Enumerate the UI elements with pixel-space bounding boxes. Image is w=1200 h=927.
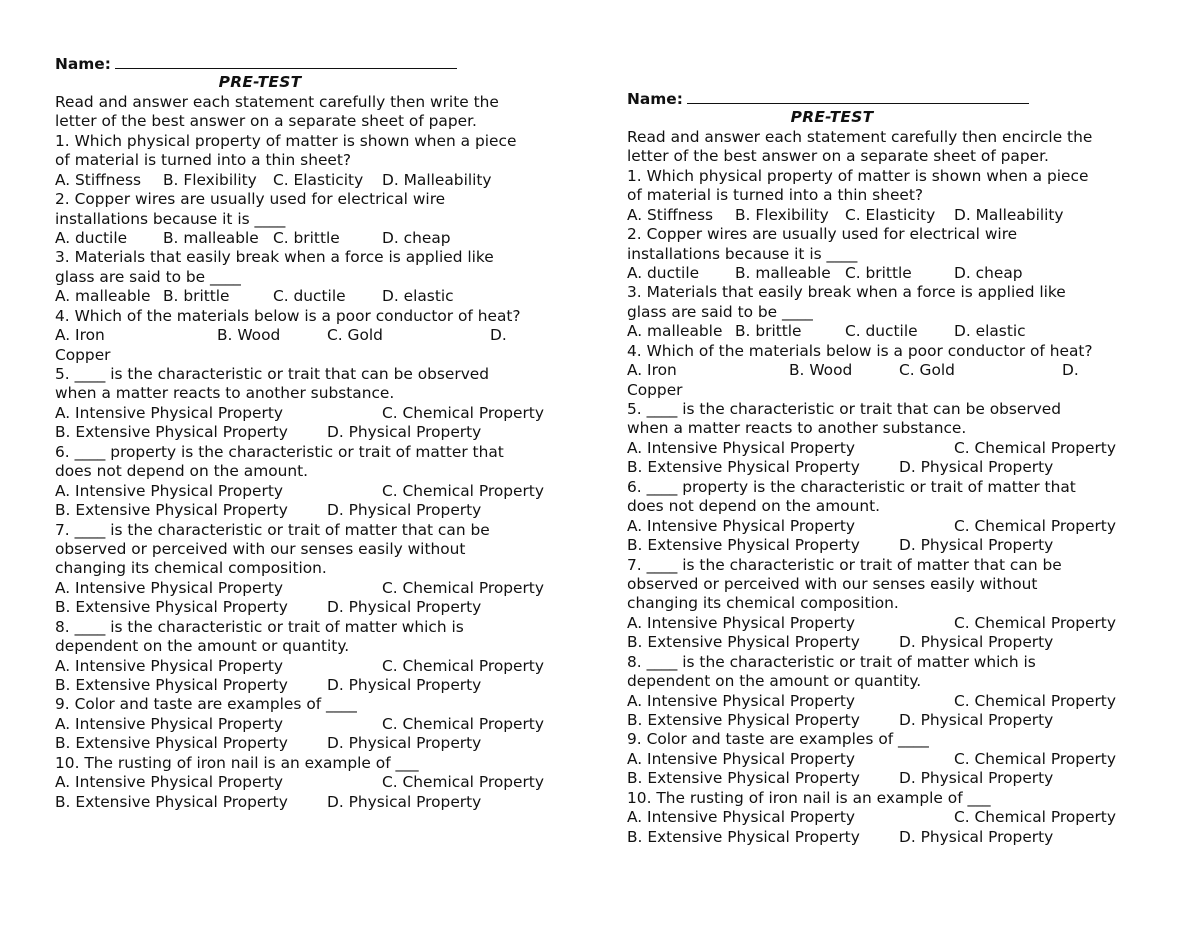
- option-c: C. Gold: [327, 326, 383, 345]
- option-a: A. Intensive Physical Property: [627, 613, 855, 632]
- option-a: A. Intensive Physical Property: [627, 808, 855, 827]
- option-a: A. Intensive Physical Property: [55, 481, 283, 500]
- option-a: A. Iron: [627, 361, 677, 380]
- question-5-text: when a matter reacts to another substance.: [55, 384, 395, 403]
- option-a: A. Intensive Physical Property: [55, 403, 283, 422]
- option-c: C. Chemical Property: [382, 481, 544, 500]
- question-5-options: [55, 404, 575, 423]
- question-3-text: 3. Materials that easily break when a force is applied like: [627, 283, 1066, 302]
- question-1-text: of material is turned into a thin sheet?: [627, 186, 924, 205]
- option-b: B. Extensive Physical Property: [627, 633, 860, 652]
- question-7-text: changing its chemical composition.: [627, 594, 899, 613]
- name-blank: [115, 54, 457, 69]
- option-a: A. Stiffness: [627, 205, 713, 224]
- option-d-continued: Copper: [55, 345, 111, 364]
- option-c: C. brittle: [273, 228, 340, 247]
- option-a: A. malleable: [55, 287, 151, 306]
- option-b: B. Extensive Physical Property: [55, 598, 288, 617]
- question-6-options-row2: [55, 501, 575, 520]
- option-b: B. malleable: [163, 228, 259, 247]
- name-line: [55, 54, 575, 73]
- option-b: B. Extensive Physical Property: [627, 711, 860, 729]
- option-c: C. ductile: [845, 322, 918, 341]
- question-9-options-row2: [627, 769, 1147, 788]
- option-d: D. Physical Property: [327, 423, 482, 442]
- question-9-text: 9. Color and taste are examples of ____: [55, 695, 357, 714]
- option-d: D. Malleability: [382, 170, 492, 189]
- option-c: C. Chemical Property: [954, 516, 1116, 535]
- question-7-options: [627, 614, 1147, 633]
- option-d: D. Physical Property: [899, 711, 1054, 729]
- option-b: B. Flexibility: [163, 170, 257, 189]
- option-a: A. Intensive Physical Property: [627, 691, 855, 710]
- option-d: D. Malleability: [954, 205, 1064, 224]
- question-6-text: 6. ____ property is the characteristic or trait of matter that: [627, 477, 1076, 496]
- question-10-options-row2: [627, 828, 1147, 847]
- question-7-text: 7. ____ is the characteristic or trait of matter that can be: [627, 555, 1062, 574]
- question-6-options: [55, 482, 575, 501]
- question-2-options: [55, 229, 575, 248]
- option-b: B. Wood: [789, 361, 853, 380]
- question-2-text: 2. Copper wires are usually used for electrical wire: [55, 190, 446, 209]
- question-8-options: [627, 692, 1147, 711]
- option-d: D. Physical Property: [899, 827, 1054, 846]
- option-c: C. Chemical Property: [954, 749, 1116, 768]
- question-5-options-row2: [55, 423, 575, 442]
- question-2-text: installations because it is ____: [55, 209, 286, 228]
- name-label: Name:: [55, 55, 111, 73]
- question-3-text: 3. Materials that easily break when a force is applied like: [55, 248, 494, 267]
- question-3-options: [627, 322, 1147, 341]
- question-9-options: [55, 715, 575, 734]
- option-c: C. Chemical Property: [382, 656, 544, 675]
- question-3-text: glass are said to be ____: [55, 267, 241, 286]
- question-2-text: installations because it is ____: [627, 244, 858, 263]
- question-1-options: [627, 206, 1147, 225]
- option-a: A. ductile: [627, 263, 700, 282]
- option-b: B. Extensive Physical Property: [55, 423, 288, 442]
- instructions-line: Read and answer each statement carefully then write the: [55, 92, 499, 111]
- option-c: C. Chemical Property: [382, 773, 544, 792]
- question-9-options: [627, 750, 1147, 769]
- option-d: D. elastic: [382, 287, 454, 306]
- instructions-line: letter of the best answer on a separate sheet of paper.: [627, 147, 1049, 166]
- instructions-line: Read and answer each statement carefully then encircle the: [627, 127, 1093, 146]
- option-b: B. Extensive Physical Property: [55, 792, 288, 811]
- option-c: C. Elasticity: [273, 170, 364, 189]
- question-2-text: 2. Copper wires are usually used for electrical wire: [627, 225, 1018, 244]
- right-worksheet: [627, 89, 1147, 847]
- question-8-options-row2: [55, 676, 575, 695]
- option-d: D. cheap: [954, 263, 1023, 282]
- option-b: B. brittle: [163, 287, 230, 306]
- question-8-text: dependent on the amount or quantity.: [55, 637, 350, 656]
- option-a: A. Stiffness: [55, 170, 141, 189]
- option-c: C. Chemical Property: [382, 403, 544, 422]
- option-b: B. Extensive Physical Property: [627, 769, 860, 788]
- option-d: D.: [490, 326, 507, 345]
- option-d: D. Physical Property: [327, 501, 482, 520]
- option-c: C. brittle: [845, 263, 912, 282]
- option-d: D. Physical Property: [327, 598, 482, 617]
- option-b: B. Extensive Physical Property: [55, 676, 288, 694]
- instructions-line: letter of the best answer on a separate sheet of paper.: [55, 112, 477, 131]
- option-b: B. Extensive Physical Property: [627, 458, 860, 477]
- question-8-text: 8. ____ is the characteristic or trait of matter which is: [627, 652, 1036, 671]
- option-d: D. elastic: [954, 322, 1026, 341]
- option-c: C. ductile: [273, 287, 346, 306]
- question-1-text: 1. Which physical property of matter is shown when a piece: [627, 166, 1089, 185]
- option-b: B. Wood: [217, 326, 281, 345]
- option-b: B. Extensive Physical Property: [627, 827, 860, 846]
- question-6-text: does not depend on the amount.: [627, 497, 881, 516]
- option-c: C. Chemical Property: [954, 808, 1116, 827]
- question-1-options: [55, 171, 575, 190]
- option-d: D. Physical Property: [899, 458, 1054, 477]
- option-b: B. Flexibility: [735, 205, 829, 224]
- option-d: D. cheap: [382, 228, 451, 247]
- option-a: A. ductile: [55, 228, 128, 247]
- question-8-text: dependent on the amount or quantity.: [627, 672, 922, 691]
- question-10-options-row2: [55, 793, 575, 812]
- question-7-options: [55, 579, 575, 598]
- question-6-text: does not depend on the amount.: [55, 462, 309, 481]
- option-d: D. Physical Property: [327, 792, 482, 811]
- option-c: C. Chemical Property: [382, 578, 544, 597]
- name-blank: [687, 89, 1029, 104]
- option-a: A. Intensive Physical Property: [627, 749, 855, 768]
- name-line: [627, 89, 1147, 108]
- option-a: A. Intensive Physical Property: [627, 438, 855, 457]
- option-d: D. Physical Property: [327, 734, 482, 753]
- question-9-text: 9. Color and taste are examples of ____: [627, 730, 929, 749]
- option-c: C. Chemical Property: [954, 691, 1116, 710]
- name-label: Name:: [627, 90, 683, 108]
- option-a: A. Intensive Physical Property: [55, 773, 283, 792]
- option-a: A. malleable: [627, 322, 723, 341]
- question-6-text: 6. ____ property is the characteristic or trait of matter that: [55, 442, 504, 461]
- question-5-text: 5. ____ is the characteristic or trait that can be observed: [55, 365, 490, 383]
- option-c: C. Chemical Property: [382, 714, 544, 733]
- question-4-options: [55, 326, 575, 345]
- question-8-options-row2: [627, 711, 1147, 730]
- option-a: A. Intensive Physical Property: [55, 578, 283, 597]
- question-7-text: changing its chemical composition.: [55, 559, 327, 578]
- option-a: A. Intensive Physical Property: [627, 516, 855, 535]
- question-9-options-row2: [55, 734, 575, 753]
- question-10-options: [627, 808, 1147, 827]
- question-7-text: observed or perceived with our senses easily without: [55, 539, 466, 558]
- option-c: C. Gold: [899, 361, 955, 380]
- option-c: C. Elasticity: [845, 205, 936, 224]
- question-5-text: when a matter reacts to another substance.: [627, 419, 967, 438]
- option-d: D. Physical Property: [899, 633, 1054, 652]
- option-b: B. Extensive Physical Property: [55, 734, 288, 753]
- question-5-text: 5. ____ is the characteristic or trait that can be observed: [627, 400, 1062, 418]
- option-c: C. Chemical Property: [954, 613, 1116, 632]
- question-7-text: 7. ____ is the characteristic or trait of matter that can be: [55, 520, 490, 539]
- option-c: C. Chemical Property: [954, 438, 1116, 457]
- question-2-options: [627, 264, 1147, 283]
- question-7-options-row2: [55, 598, 575, 617]
- left-worksheet: [55, 54, 575, 812]
- question-3-options: [55, 287, 575, 306]
- question-4-text: 4. Which of the materials below is a poor conductor of heat?: [627, 341, 1093, 360]
- option-d-continued: Copper: [627, 380, 683, 399]
- question-8-options: [55, 657, 575, 676]
- question-10-text: 10. The rusting of iron nail is an example of ___: [627, 788, 991, 807]
- question-4-text: 4. Which of the materials below is a poor conductor of heat?: [55, 306, 521, 325]
- question-6-options-row2: [627, 536, 1147, 555]
- question-1-text: of material is turned into a thin sheet?: [55, 151, 352, 170]
- option-b: B. malleable: [735, 263, 831, 282]
- question-7-text: observed or perceived with our senses easily without: [627, 574, 1038, 593]
- question-5-options: [627, 439, 1147, 458]
- option-b: B. brittle: [735, 322, 802, 341]
- question-5-options-row2: [627, 458, 1147, 477]
- question-4-options: [627, 361, 1147, 380]
- question-7-options-row2: [627, 633, 1147, 652]
- question-10-text: 10. The rusting of iron nail is an example of ___: [55, 753, 419, 772]
- option-d: D. Physical Property: [899, 536, 1054, 555]
- page-title: PRE-TEST: [218, 73, 302, 92]
- page-title: PRE-TEST: [790, 108, 874, 127]
- option-a: A. Intensive Physical Property: [55, 714, 283, 733]
- question-1-text: 1. Which physical property of matter is shown when a piece: [55, 131, 517, 150]
- option-d: D.: [1062, 361, 1079, 380]
- option-d: D. Physical Property: [899, 769, 1054, 788]
- option-b: B. Extensive Physical Property: [55, 501, 288, 520]
- question-8-text: 8. ____ is the characteristic or trait of matter which is: [55, 617, 464, 636]
- option-d: D. Physical Property: [327, 676, 482, 694]
- option-b: B. Extensive Physical Property: [627, 536, 860, 555]
- question-3-text: glass are said to be ____: [627, 302, 813, 321]
- question-6-options: [627, 517, 1147, 536]
- option-a: A. Intensive Physical Property: [55, 656, 283, 675]
- option-a: A. Iron: [55, 326, 105, 345]
- question-10-options: [55, 773, 575, 792]
